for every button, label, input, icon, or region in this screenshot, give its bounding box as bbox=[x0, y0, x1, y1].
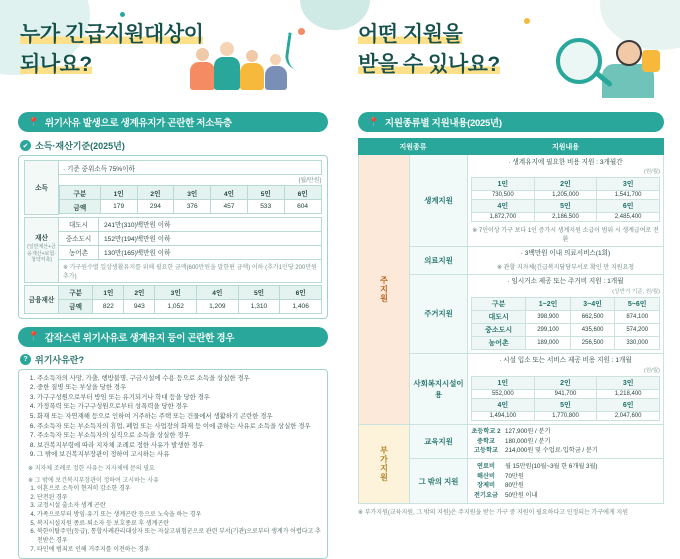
support-header-type: 지원종류 bbox=[359, 139, 468, 155]
edu-item-2 bbox=[471, 446, 660, 456]
property-sub-label: (일반재산+금융재산+보험·청약저축) bbox=[27, 244, 56, 264]
livelihood-note: ※ 7인이상 가구 보다 1인 증가시 생계지원 소급이 범위 시 생계급여로 전환 bbox=[471, 225, 660, 243]
table-row bbox=[472, 399, 660, 412]
hs-r1-3: 574,200 bbox=[615, 324, 660, 337]
extra-support-label: 부가지원 bbox=[359, 424, 410, 503]
table-row bbox=[472, 213, 660, 222]
hs-h-1: 1~2인 bbox=[526, 298, 571, 311]
wf-r0-1: 941,700 bbox=[534, 390, 597, 399]
table-row bbox=[25, 231, 322, 245]
table-row bbox=[472, 377, 660, 390]
table-row bbox=[472, 200, 660, 213]
table-row bbox=[472, 298, 660, 311]
edu-k-0: 초등학교 2 bbox=[471, 427, 501, 437]
lh-h-0: 1인 bbox=[472, 178, 535, 191]
hero-right-line2: 받을 수 있나요? bbox=[358, 53, 500, 76]
finance-v-4: 1,209 bbox=[197, 299, 239, 313]
person-head-right bbox=[616, 40, 642, 66]
table-row bbox=[472, 191, 660, 200]
left-section-bar bbox=[18, 112, 328, 132]
table-row bbox=[472, 337, 660, 350]
other-k-2: 장제비 bbox=[471, 481, 501, 491]
magnifier-illustration bbox=[552, 28, 662, 106]
finance-v-1: 822 bbox=[93, 299, 124, 313]
income-section-title-row bbox=[20, 139, 328, 152]
wf-r1-1: 5인 bbox=[534, 399, 597, 412]
lh-h-2: 3인 bbox=[597, 178, 660, 191]
income-row-label: 소득 bbox=[25, 161, 59, 215]
wf-r2-1: 1,770,800 bbox=[534, 412, 597, 421]
badge-shape bbox=[642, 50, 660, 72]
hs-r1-0: 중소도시 bbox=[472, 324, 526, 337]
table-header-row bbox=[359, 139, 664, 155]
person-body-2 bbox=[214, 57, 240, 90]
property-region-2: 농어촌 bbox=[59, 245, 99, 259]
table-row bbox=[472, 311, 660, 324]
category-livelihood: 생계지원 bbox=[410, 155, 468, 247]
other-k-3: 전기요금 bbox=[471, 491, 501, 501]
table-row bbox=[25, 299, 322, 313]
property-row-label: 재산 bbox=[27, 235, 56, 244]
property-table bbox=[24, 217, 322, 283]
magnifier-lens-icon bbox=[556, 38, 602, 84]
support-header-detail: 지원내용 bbox=[468, 139, 664, 155]
hero-right-line1: 어떤 지원을 bbox=[358, 23, 462, 46]
hs-r2-2: 256,500 bbox=[570, 337, 615, 350]
hs-r2-3: 330,000 bbox=[615, 337, 660, 350]
crisis-title: 위기사유란? bbox=[35, 353, 84, 366]
income-criteria: · 기준 중위소득 75%이하 bbox=[59, 161, 322, 175]
income-unit: (월/만원) bbox=[59, 175, 322, 184]
list-item: 1. 주소득자의 사망, 가출, 행방불명, 구금시설에 수용 등으로 소득을 상실한 경우 bbox=[37, 374, 322, 384]
edu-v-2: 214,000원 및 수업료·입학금 / 분기 bbox=[505, 446, 598, 456]
table-row bbox=[25, 259, 322, 282]
income-h-2: 2인 bbox=[137, 186, 174, 200]
property-region-0: 대도시 bbox=[59, 217, 99, 231]
welfare-desc: · 시설 입소 또는 서비스 제공 비용 지원 : 1개월 bbox=[471, 356, 660, 366]
wf-h-2: 3인 bbox=[597, 377, 660, 390]
hs-h-2: 3~4인 bbox=[570, 298, 615, 311]
property-value-2: 130만(165)백만원 이하 bbox=[99, 245, 322, 259]
table-row bbox=[472, 178, 660, 191]
list-item: 7. 타인에 범죄로 인해 거주지를 이전하는 경우 bbox=[37, 546, 322, 555]
category-medical: 의료지원 bbox=[410, 246, 468, 274]
wf-h-1: 2인 bbox=[534, 377, 597, 390]
finance-v-6: 1,406 bbox=[280, 299, 322, 313]
finance-v-5: 1,310 bbox=[238, 299, 280, 313]
income-table bbox=[24, 160, 322, 215]
income-h-6: 6인 bbox=[284, 186, 321, 200]
hs-r0-2: 662,500 bbox=[570, 311, 615, 324]
other-item-2 bbox=[471, 481, 660, 491]
table-row bbox=[472, 324, 660, 337]
edu-k-1: 중학교 bbox=[471, 437, 501, 447]
lh-r2-0: 1,872,700 bbox=[472, 213, 535, 222]
table-row bbox=[60, 186, 322, 200]
list-item: 3. 교정시설 출소자 생계 곤란 bbox=[37, 502, 322, 511]
hs-r1-2: 435,600 bbox=[570, 324, 615, 337]
list-item: 6. 북한이탈주민(등급), 통합사례관리대상자 또는 자살고위험군으로 관련 부서(기관)으로부터 생계가 어렵다고 추천받은 경우 bbox=[37, 528, 322, 545]
property-value-1: 152만(194)백만원 이하 bbox=[99, 231, 322, 245]
decor-dot-teal bbox=[120, 12, 125, 17]
support-footer-note: ※ 부가지원(교육지원, 그 밖의 지원)은 주지원을 받는 가구 중 지원이 필요하다고 인정되는 가구에게 지원 bbox=[358, 507, 664, 516]
hero-left-line1: 누가 긴급지원대상이 bbox=[20, 23, 203, 46]
other-v-0: 월 15만원(10월~3월 한 6개월 3월) bbox=[505, 462, 598, 472]
person-head-3 bbox=[246, 50, 258, 62]
list-item: 8. 보건복지부령에 따라 지자체 조례로 정한 사유가 발생한 경우 bbox=[37, 441, 322, 451]
property-region-1: 중소도시 bbox=[59, 231, 99, 245]
lh-r1-0: 4인 bbox=[472, 200, 535, 213]
cell-medical bbox=[468, 246, 664, 274]
question-icon: ? bbox=[20, 354, 31, 365]
property-note: ※ 가구원수별 일상생활유지를 위해 필요한 금액(600만원을 말한편 금액) 이하 (추가1인당 200만원 추가) bbox=[63, 265, 317, 280]
table-row bbox=[25, 245, 322, 259]
category-welfare-facility: 사회복지시설이용 bbox=[410, 353, 468, 424]
finance-h-0: 구분 bbox=[59, 285, 93, 299]
income-section-title: 소득·재산기준(2025년) bbox=[35, 139, 125, 152]
lh-h-1: 2인 bbox=[534, 178, 597, 191]
finance-h-2: 2인 bbox=[124, 285, 155, 299]
income-v-2: 294 bbox=[137, 200, 174, 214]
crisis-sub-list bbox=[24, 485, 322, 555]
wf-h-0: 1인 bbox=[472, 377, 535, 390]
lh-r0-2: 1,541,700 bbox=[597, 191, 660, 200]
hs-r2-0: 농어촌 bbox=[472, 337, 526, 350]
income-v-6: 604 bbox=[284, 200, 321, 214]
hero-left-line2: 되나요? bbox=[20, 53, 92, 76]
list-item: 6. 주소득자 또는 부소득자의 휴업, 폐업 또는 사업장의 화재 등 이에 준하는 사유로 소득을 상실한 경우 bbox=[37, 422, 322, 432]
right-section-bar bbox=[358, 112, 664, 132]
finance-v-2: 943 bbox=[124, 299, 155, 313]
list-item: 1. 이혼으로 소득이 현저히 감소한 경우 bbox=[37, 485, 322, 494]
edu-k-2: 고등학교 bbox=[471, 446, 501, 456]
table-row bbox=[25, 285, 322, 299]
lh-r2-2: 2,485,400 bbox=[597, 213, 660, 222]
hs-h-3: 5~6인 bbox=[615, 298, 660, 311]
medical-note: ※ 관할 지자체(긴급복지담당부서로 확인 만 지원요청 bbox=[471, 262, 660, 271]
wf-r0-0: 552,000 bbox=[472, 390, 535, 399]
property-value-0: 241만(310)백만원 이하 bbox=[99, 217, 322, 231]
list-item: 2. 중한 질병 또는 부상을 당한 경우 bbox=[37, 383, 322, 393]
right-column bbox=[358, 112, 664, 516]
income-h-0: 구분 bbox=[60, 186, 101, 200]
housing-desc: · 임시거소 제공 또는 주거비 지원 : 1개월 bbox=[471, 277, 660, 287]
other-item-0 bbox=[471, 462, 660, 472]
welfare-unit: (원/월) bbox=[471, 366, 660, 374]
other-v-3: 50만원 이내 bbox=[505, 491, 538, 501]
table-row bbox=[359, 155, 664, 247]
income-h-1: 1인 bbox=[100, 186, 137, 200]
finance-h-5: 5인 bbox=[238, 285, 280, 299]
pin-icon-3: 📍 bbox=[368, 117, 379, 128]
finance-h-4: 4인 bbox=[197, 285, 239, 299]
housing-table bbox=[471, 297, 660, 350]
wf-r0-2: 1,218,400 bbox=[597, 390, 660, 399]
left-column bbox=[18, 112, 328, 559]
income-v-3: 376 bbox=[174, 200, 211, 214]
other-item-1 bbox=[471, 472, 660, 482]
livelihood-desc: · 생계유지에 필요한 비용 지원 : 3개월간 bbox=[471, 158, 660, 168]
edu-item-1 bbox=[471, 437, 660, 447]
income-h-4: 4인 bbox=[211, 186, 248, 200]
wf-r1-0: 4인 bbox=[472, 399, 535, 412]
check-icon: ✔ bbox=[20, 140, 31, 151]
hs-r0-0: 대도시 bbox=[472, 311, 526, 324]
wf-r1-2: 6인 bbox=[597, 399, 660, 412]
cell-livelihood bbox=[468, 155, 664, 247]
finance-table bbox=[24, 285, 322, 314]
other-v-2: 80만원 bbox=[505, 481, 524, 491]
cell-welfare bbox=[468, 353, 664, 424]
pin-icon: 📍 bbox=[28, 117, 39, 128]
income-v-0: 금액 bbox=[60, 200, 101, 214]
lh-r0-0: 730,500 bbox=[472, 191, 535, 200]
income-property-box bbox=[18, 155, 328, 319]
crisis-bar-title: 갑작스런 위기사유로 생계유지 등이 곤란한 경우 bbox=[45, 330, 234, 344]
person-head-4 bbox=[270, 54, 281, 65]
other-k-1: 해산비 bbox=[471, 472, 501, 482]
edu-v-0: 127,900원 / 분기 bbox=[505, 427, 550, 437]
list-item: 5. 화재 또는 자연재해 등으로 인하여 거주하는 주택 또는 건물에서 생활하기 곤란한 경우 bbox=[37, 412, 322, 422]
support-table bbox=[358, 138, 664, 504]
list-item: 4. 가족으로부터 방임·유기 또는 생계곤란 등으로 노숙을 하는 경우 bbox=[37, 511, 322, 520]
finance-row-label: 금융재산 bbox=[25, 285, 59, 313]
crisis-section-bar bbox=[18, 327, 328, 347]
lh-r1-1: 5인 bbox=[534, 200, 597, 213]
list-item: 9. 그 밖에 보건복지부장관이 정하여 고시하는 사유 bbox=[37, 450, 322, 460]
hs-r2-1: 189,000 bbox=[526, 337, 571, 350]
edu-v-1: 180,000원 / 분기 bbox=[505, 437, 550, 447]
list-item: 3. 가구구성원으로부터 방임 또는 유기되거나 학대 등을 당한 경우 bbox=[37, 393, 322, 403]
category-other: 그 밖의 지원 bbox=[410, 459, 468, 503]
person-head-1 bbox=[196, 48, 209, 61]
cell-housing bbox=[468, 274, 664, 353]
other-item-3 bbox=[471, 491, 660, 501]
other-k-0: 연료비 bbox=[471, 462, 501, 472]
person-body-1 bbox=[190, 62, 215, 90]
livelihood-table bbox=[471, 177, 660, 222]
crisis-sub-note-2: ※ 그 밖에 보건복지부장관이 정하여 고시하는 사유 bbox=[28, 475, 322, 484]
table-row bbox=[25, 217, 322, 231]
person-body-3 bbox=[240, 63, 264, 90]
lh-r0-1: 1,205,000 bbox=[534, 191, 597, 200]
income-v-5: 533 bbox=[247, 200, 284, 214]
person-body-4 bbox=[265, 66, 287, 90]
finance-v-0: 금액 bbox=[59, 299, 93, 313]
list-item: 4. 가정폭력 또는 가구구성원으로부터 성폭력을 당한 경우 bbox=[37, 402, 322, 412]
finance-h-3: 3인 bbox=[155, 285, 197, 299]
livelihood-unit: (원/월) bbox=[471, 167, 660, 175]
lh-r2-1: 2,186,500 bbox=[534, 213, 597, 222]
hs-r0-1: 398,900 bbox=[526, 311, 571, 324]
housing-unit: (상반기 기준, 원/월) bbox=[471, 287, 660, 295]
crisis-title-row bbox=[20, 353, 328, 366]
hs-r1-1: 299,100 bbox=[526, 324, 571, 337]
crisis-list-box bbox=[18, 369, 328, 559]
table-row bbox=[472, 412, 660, 421]
medical-desc: · 3백만원 이내 의료서비스(1회) bbox=[471, 249, 660, 259]
wf-r2-2: 2,047,600 bbox=[597, 412, 660, 421]
income-v-4: 457 bbox=[211, 200, 248, 214]
main-support-label: 주지원 bbox=[359, 155, 410, 425]
list-item: 2. 단전된 경우 bbox=[37, 494, 322, 503]
income-h-3: 3인 bbox=[174, 186, 211, 200]
other-v-1: 70만원 bbox=[505, 472, 524, 482]
right-bar-title: 지원종류별 지원내용(2025년) bbox=[385, 115, 502, 129]
income-h-5: 5인 bbox=[247, 186, 284, 200]
table-row bbox=[472, 390, 660, 399]
cell-other bbox=[468, 459, 664, 503]
finance-v-3: 1,052 bbox=[155, 299, 197, 313]
table-row bbox=[359, 424, 664, 459]
pin-icon-2: 📍 bbox=[28, 331, 39, 342]
cell-education bbox=[468, 424, 664, 459]
edu-item-0 bbox=[471, 427, 660, 437]
hs-h-0: 구분 bbox=[472, 298, 526, 311]
people-illustration bbox=[186, 34, 306, 96]
income-v-1: 179 bbox=[100, 200, 137, 214]
income-amount-table bbox=[59, 185, 322, 214]
list-item: 5. 복지시설지원 종료·퇴소자 등 보호종료 후 생계곤란 bbox=[37, 520, 322, 529]
finance-h-6: 6인 bbox=[280, 285, 322, 299]
category-housing: 주거지원 bbox=[410, 274, 468, 353]
finance-h-1: 1인 bbox=[93, 285, 124, 299]
category-education: 교육지원 bbox=[410, 424, 468, 459]
table-row bbox=[60, 200, 322, 214]
left-bar-title: 위기사유 발생으로 생계유지가 곤란한 저소득층 bbox=[45, 115, 232, 129]
lh-r1-2: 6인 bbox=[597, 200, 660, 213]
welfare-table bbox=[471, 376, 660, 421]
crisis-sub-note: ※ 지자체 조례로 정한 사유는 지자체에 문의 필요 bbox=[28, 463, 322, 472]
list-item: 7. 주소득자 또는 부소득자의 실직으로 소득을 상실한 경우 bbox=[37, 431, 322, 441]
hs-r0-3: 874,100 bbox=[615, 311, 660, 324]
person-head-2 bbox=[220, 42, 234, 56]
crisis-list bbox=[24, 374, 322, 460]
wf-r2-0: 1,494,100 bbox=[472, 412, 535, 421]
